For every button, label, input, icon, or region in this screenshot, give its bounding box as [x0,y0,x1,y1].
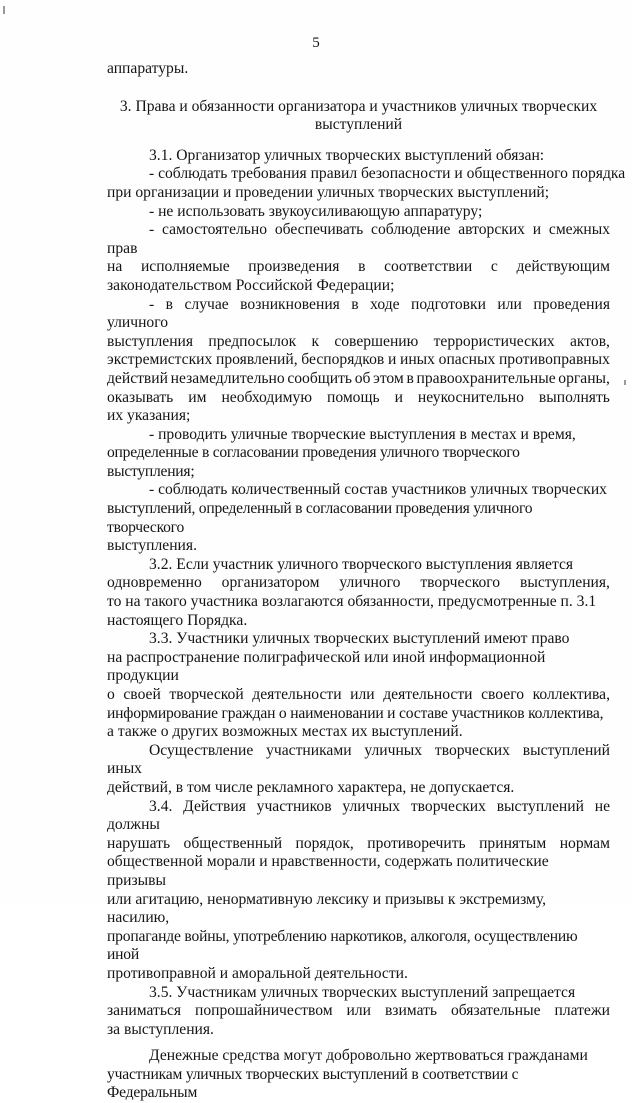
text-line: - в случае возникновения в ходе подготовки или проведения уличного [107,295,610,332]
text-line: 3.2. Если участник уличного творческого выступления является [149,555,574,573]
word: об [354,369,371,387]
text-line: при организации и проведении уличных творческих выступлений; [107,183,550,201]
word: на [107,258,123,276]
text-line [107,686,610,705]
text-line: - самостоятельно обеспечивать соблюдение авторских и смежных прав [107,221,610,257]
text-line: 3.5. Участникам уличных творческих выступлений запрещается [149,983,576,1001]
document-body [107,60,626,1103]
word: творческого [420,574,501,592]
text-line [107,258,610,277]
text-line: а также о других возможных местах их выступлений. [107,723,463,741]
word: в [358,258,366,276]
paragraph [107,742,610,779]
text-line: противоправной и аморальной деятельности. [107,964,408,982]
word: выполнять [538,388,610,406]
text-line: информирование граждан о наименовании и составе участников коллектива, [107,704,604,722]
word: творческой [169,686,244,703]
paragraph [107,1047,610,1066]
text-line: то на такого участника возлагаются обязанности, предусмотренные п. 3.1 [107,593,597,611]
list-item [107,296,610,333]
word: коллектива, [532,686,610,703]
section-heading-line: 3. Права и обязанности организатора и участников уличных творческих [119,97,598,115]
word: беспорядков [301,351,385,369]
text-line: 3.1. Организатор уличных творческих выступлений обязан: [149,146,545,164]
word: деятельности [252,686,342,703]
word: порядок, [295,834,354,852]
scan-mark-right [624,380,626,385]
section-heading [107,98,610,135]
word: обязательные [450,1002,541,1020]
word: о [107,686,115,703]
word: платежи [554,1002,610,1020]
text-line: - соблюдать требования правил безопасности и общественного порядка [149,165,626,183]
text-line: Денежные средства могут добровольно жертвоваться гражданами [149,1047,588,1065]
text-line [107,370,610,389]
text-line: выступления. [107,537,197,555]
list-item [107,165,626,184]
word: общественный [183,834,283,852]
section-heading-line: выступлений [314,116,403,134]
scan-mark-top-left [3,6,5,14]
paragraph-3-1 [107,147,610,166]
word: выступления, [519,574,610,592]
text-line [107,351,610,370]
word: совершению [334,332,419,350]
text-line: их указания; [107,407,191,425]
word: своего [481,686,525,703]
word: иных [399,351,435,369]
text-line [107,1002,610,1021]
word: произведения [248,258,340,276]
list-item [107,203,610,222]
word: с [490,258,498,276]
word: или [346,1002,371,1020]
word: помощь [326,388,380,406]
word: и [387,351,397,369]
text-line: определенные в согласовании проведения уличного творческого выступления; [107,444,520,480]
word: соответствии [384,258,473,276]
list-item [107,481,610,500]
word: опасных [438,351,496,369]
word: проявлений, [216,351,298,369]
word: одновременно [107,574,202,592]
text-line: или агитацию, ненормативную лексику и призывы к экстремизму, насилию, [107,890,547,927]
word: принятым [479,834,547,852]
text-line: пропаганде войны, употреблению наркотиков, алкоголя, осуществлению иной [107,927,578,964]
word: незамедлительно [170,369,285,387]
word: или [350,686,375,703]
word: попрошайничеством [195,1002,333,1020]
text-line: действий, в том числе рекламного характера, не допускается. [107,778,515,796]
word: деятельности [383,686,473,703]
word: оказывать [107,388,174,406]
word: актов, [570,332,610,350]
list-item [107,221,610,258]
word: выступления [107,332,194,350]
text-line: общественной морали и нравственности, содержать политические призывы [107,853,549,889]
text-line: за выступления. [107,1020,214,1038]
paragraph-3-3 [107,630,610,649]
word: нарушать [107,834,171,852]
text-line: аппаратуры. [107,60,189,77]
text-line: настоящего Порядка. [107,611,248,629]
text-line: участникам уличных творческих выступлений в соответствии с Федеральным [107,1065,519,1102]
word: взимать [384,1002,438,1020]
text-line: Осуществление участниками уличных творческих выступлений иных [107,741,610,778]
text-line [107,574,610,593]
paragraph-3-4 [107,798,610,835]
text-line [107,835,610,854]
text-line: на распространение полиграфической или иной информационной продукции [107,648,546,685]
text-line: - проводить уличные творческие выступления в местах и время, [149,425,576,443]
text-line: 3.3. Участники уличных творческих выступлений имеют право [149,630,570,648]
word: заниматься [107,1002,182,1020]
word: противоправных [498,351,610,369]
word: нормам [559,834,610,852]
text-line: - соблюдать количественный состав участников уличных творческих [149,481,607,499]
word: неукоснительно [417,388,524,406]
page-number: 5 [312,35,320,51]
word: в [406,369,414,387]
paragraph-3-2 [107,556,610,575]
word: сообщить [287,369,353,387]
word: противоречить [367,834,466,852]
text-line [107,333,610,352]
word: им [188,388,207,406]
word: своей [123,686,161,703]
word: действий [107,369,168,387]
word: уличного [339,574,401,592]
word: организатором [221,574,320,592]
word: террористических [433,332,555,350]
text-line: - не использовать звукоусиливающую аппаратуру; [149,202,483,220]
text-line: законодательством Российской Федерации; [107,276,395,294]
word: необходимую [221,388,312,406]
text-line [107,389,610,408]
word: исполняемые [140,258,230,276]
word: этом [373,369,404,387]
word: правоохранительные [416,369,556,387]
word: экстремистских [107,351,213,369]
paragraph-3-5 [107,984,610,1003]
text-line: выступлений, определенный в согласовании проведения уличного творческого [107,500,533,536]
word: предпосылок [208,332,297,350]
word: органы, [558,369,610,387]
text-line: 3.4. Действия участников уличных творческих выступлений не должны [107,797,610,834]
word: и [394,388,403,406]
list-item [107,426,610,445]
word: к [311,332,320,350]
word: действующим [516,258,610,276]
